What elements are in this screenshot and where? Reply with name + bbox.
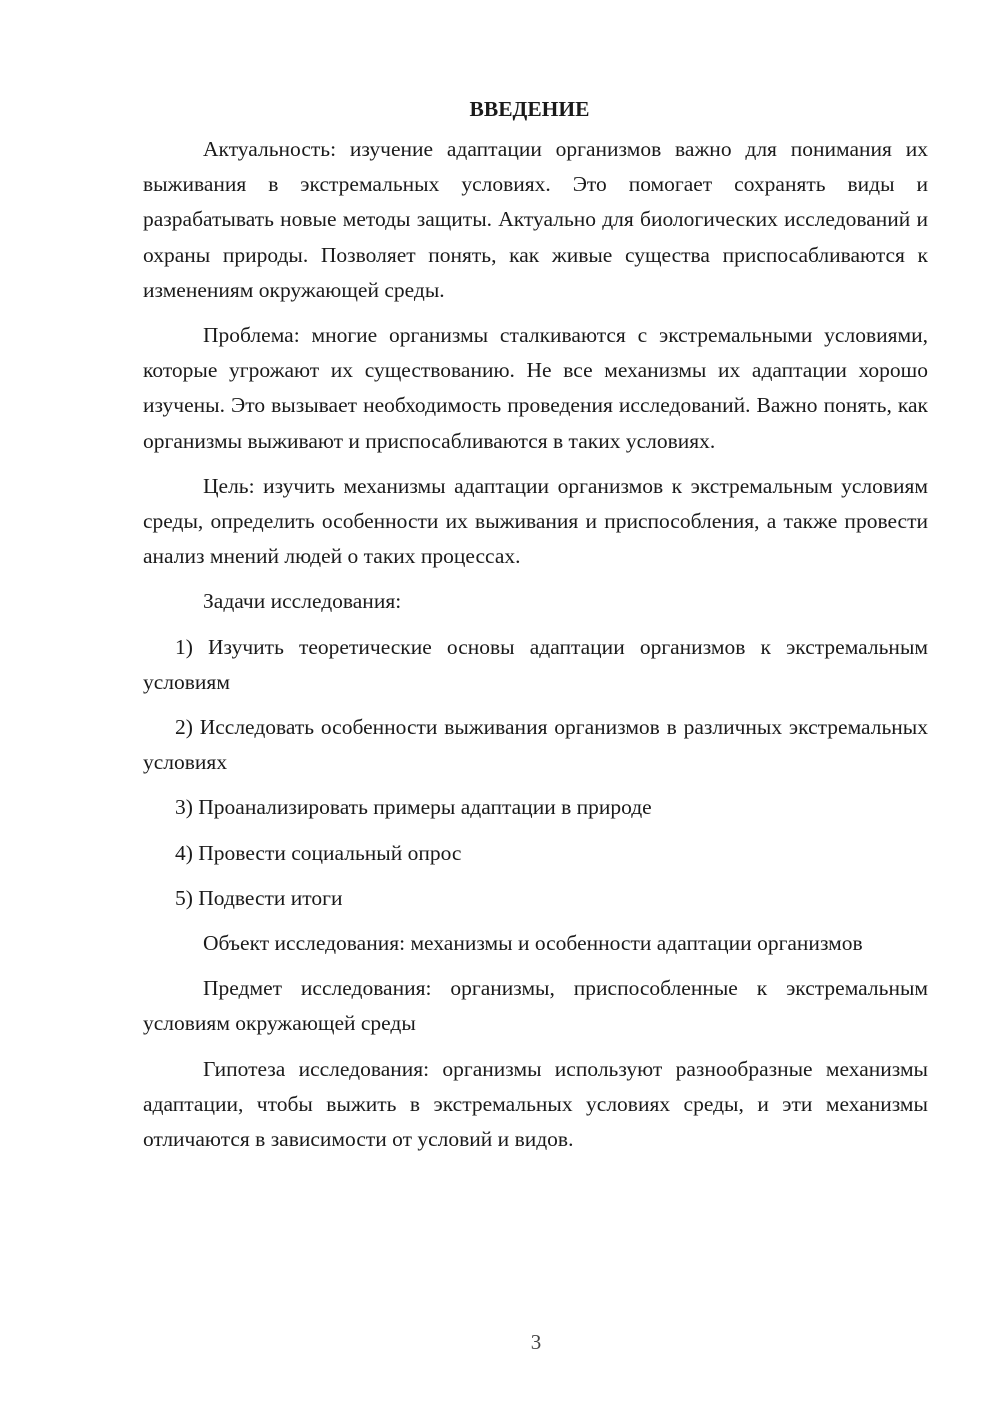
problem-paragraph: Проблема: многие организмы сталкиваются с экстремальными условиями, которые угрожают их существованию. Не все механизмы их адаптации хорошо изучены. Это вызывает необходимость проведения исследований. Важно понять, как организмы выживают и приспосабливаются в таких условиях. <box>143 323 928 453</box>
subject-paragraph: Предмет исследования: организмы, приспособленные к экстремальным условиям окружающей среды <box>143 976 928 1036</box>
document-title: ВВЕДЕНИЕ <box>469 97 590 121</box>
task-item-4: 4) Провести социальный опрос <box>175 840 462 865</box>
task-item-5: 5) Подвести итоги <box>175 885 343 910</box>
goal-paragraph: Цель: изучить механизмы адаптации организмов к экстремальным условиям среды, определить особенности их выживания и приспособления, а также провести анализ мнений людей о таких процессах. <box>143 473 928 569</box>
page-body <box>143 92 928 1157</box>
tasks-heading: Задачи исследования: <box>203 589 402 614</box>
relevance-paragraph: Актуальность: изучение адаптации организмов важно для понимания их выживания в экстремальных условиях. Это помогает сохранять виды и разрабатывать новые методы защиты. Актуально для биологических исследований и охраны природы. Позволяет понять, как живые существа приспосабливаются к изменениям окружающей среды. <box>143 137 928 302</box>
task-item-3: 3) Проанализировать примеры адаптации в природе <box>175 795 652 820</box>
task-item-2: 2) Исследовать особенности выживания организмов в различных экстремальных условиях <box>143 715 928 775</box>
task-item-1: 1) Изучить теоретические основы адаптации организмов к экстремальным условиям <box>143 634 928 694</box>
title-block <box>143 92 928 127</box>
hypothesis-paragraph: Гипотеза исследования: организмы используют разнообразные механизмы адаптации, чтобы выжить в экстремальных условиях среды, и эти механизмы отличаются в зависимости от условий и видов. <box>143 1056 928 1152</box>
page-number: 3 <box>530 1330 542 1354</box>
object-paragraph: Объект исследования: механизмы и особенности адаптации организмов <box>203 931 863 956</box>
